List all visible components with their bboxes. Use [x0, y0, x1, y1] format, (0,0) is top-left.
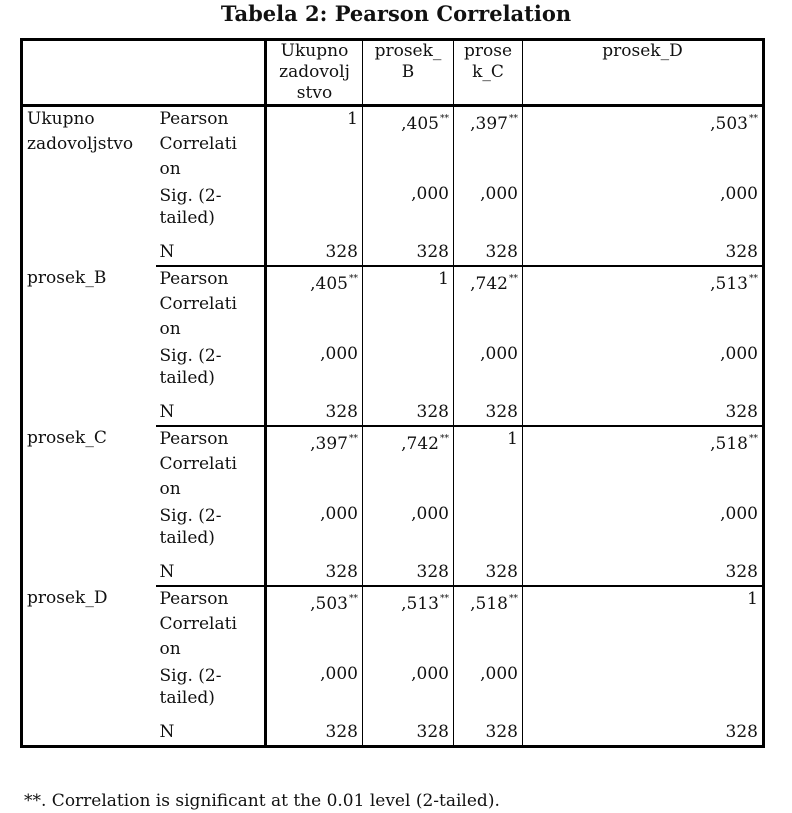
pearson-value: 1: [747, 589, 758, 609]
stat-label-line: Pearson: [159, 109, 229, 129]
sig-value: [454, 502, 523, 559]
stat-label-n: N: [156, 399, 266, 426]
corner-cell: [156, 40, 266, 106]
pearson-value: ,405: [310, 274, 348, 294]
pearson-value: ,518: [470, 594, 508, 614]
column-header-line: B: [401, 62, 415, 82]
stat-label-line: Pearson: [159, 589, 229, 609]
pearson-value: ,742: [470, 274, 508, 294]
pearson-value-cell: [454, 106, 523, 183]
stat-label-n: N: [156, 239, 266, 266]
pearson-value-cell: [266, 586, 363, 662]
pearson-value-cell: [363, 586, 454, 662]
table-title: Tabela 2: Pearson Correlation: [220, 1, 572, 26]
column-header-line: k_C: [472, 62, 504, 82]
stat-label-line: Sig. (2-: [159, 506, 222, 526]
significance-marker: **: [349, 594, 358, 604]
pearson-value: ,405: [401, 114, 439, 134]
pearson-value-cell: [523, 106, 764, 183]
row-variable-line: zadovoljstvo: [27, 134, 134, 154]
n-value: 328: [363, 719, 454, 747]
n-value: 328: [454, 399, 523, 426]
stat-label-line: on: [159, 159, 181, 179]
sig-value: ,000: [454, 662, 523, 719]
sig-value: ,000: [266, 342, 363, 399]
significance-marker: **: [509, 594, 518, 604]
sig-value: ,000: [523, 502, 764, 559]
stat-label-line: Correlati: [159, 294, 237, 314]
pearson-value-cell: [523, 426, 764, 502]
pearson-value-cell: [363, 106, 454, 183]
stat-label-pearson: [156, 586, 266, 662]
significance-marker: **: [749, 274, 758, 284]
stat-label-line: tailed): [159, 688, 215, 708]
pearson-row: [22, 266, 764, 342]
significance-marker: **: [349, 274, 358, 284]
significance-marker: **: [509, 114, 518, 124]
stat-label-line: Correlati: [159, 614, 237, 634]
stat-label-line: Correlati: [159, 454, 237, 474]
sig-value: ,000: [363, 502, 454, 559]
stat-label-line: Sig. (2-: [159, 346, 222, 366]
row-variable-line: Ukupno: [27, 109, 95, 129]
significance-marker: **: [749, 434, 758, 444]
pearson-value: ,513: [401, 594, 439, 614]
stat-label-sig: [156, 182, 266, 239]
row-variable-line: prosek_D: [27, 588, 108, 608]
row-variable-label: [22, 586, 156, 747]
n-value: 328: [523, 719, 764, 747]
n-value: 328: [266, 559, 363, 586]
column-header-prosek-b: [363, 40, 454, 106]
pearson-value-cell: [363, 266, 454, 342]
sig-value: ,000: [266, 662, 363, 719]
sig-value: ,000: [363, 182, 454, 239]
pearson-value-cell: [266, 266, 363, 342]
n-value: 328: [523, 559, 764, 586]
stat-label-line: tailed): [159, 528, 215, 548]
pearson-value-cell: [454, 426, 523, 502]
sig-value: ,000: [266, 502, 363, 559]
significance-marker: **: [509, 274, 518, 284]
significance-marker: **: [440, 434, 449, 444]
sig-value: ,000: [454, 342, 523, 399]
correlation-table: [20, 38, 765, 748]
pearson-value-cell: [523, 586, 764, 662]
sig-value: ,000: [523, 182, 764, 239]
n-value: 328: [266, 239, 363, 266]
table-body: [22, 106, 764, 747]
stat-label-sig: [156, 662, 266, 719]
stat-label-line: Sig. (2-: [159, 186, 222, 206]
row-variable-label: [22, 426, 156, 586]
stat-label-line: on: [159, 319, 181, 339]
stat-label-sig: [156, 342, 266, 399]
n-value: 328: [454, 559, 523, 586]
stat-label-pearson: [156, 426, 266, 502]
pearson-value-cell: [266, 426, 363, 502]
n-value: 328: [266, 719, 363, 747]
pearson-value: 1: [347, 109, 358, 129]
significance-marker: **: [349, 434, 358, 444]
sig-value: ,000: [454, 182, 523, 239]
row-variable-label: [22, 106, 156, 267]
pearson-value: 1: [438, 269, 449, 289]
sig-value: ,000: [363, 662, 454, 719]
pearson-value-cell: [454, 586, 523, 662]
pearson-value-cell: [523, 266, 764, 342]
n-value: 328: [363, 399, 454, 426]
n-value: 328: [363, 559, 454, 586]
pearson-value-cell: [363, 426, 454, 502]
row-variable-line: prosek_B: [27, 268, 107, 288]
n-value: 328: [454, 719, 523, 747]
stat-label-pearson: [156, 106, 266, 183]
pearson-value: ,742: [401, 434, 439, 454]
stat-label-line: on: [159, 479, 181, 499]
n-value: 328: [523, 399, 764, 426]
sig-value: [266, 182, 363, 239]
footnote: **. Correlation is significant at the 0.01 level (2-tailed).: [24, 791, 500, 811]
stat-label-pearson: [156, 266, 266, 342]
stat-label-line: Sig. (2-: [159, 666, 222, 686]
stat-label-sig: [156, 502, 266, 559]
pearson-value: ,518: [710, 434, 748, 454]
pearson-value: ,513: [710, 274, 748, 294]
pearson-row: [22, 426, 764, 502]
corner-cell: [22, 40, 156, 106]
pearson-value: ,397: [310, 434, 348, 454]
pearson-value: ,397: [470, 114, 508, 134]
n-value: 328: [523, 239, 764, 266]
row-variable-label: [22, 266, 156, 426]
stat-label-line: on: [159, 639, 181, 659]
stat-label-line: tailed): [159, 368, 215, 388]
significance-marker: **: [440, 594, 449, 604]
n-value: 328: [454, 239, 523, 266]
pearson-row: [22, 106, 764, 183]
column-header-line: prose: [463, 41, 513, 61]
pearson-value-cell: [266, 106, 363, 183]
n-value: 328: [266, 399, 363, 426]
column-header-ukupno: [266, 40, 363, 106]
sig-value: [363, 342, 454, 399]
pearson-value: 1: [507, 429, 518, 449]
stat-label-line: tailed): [159, 208, 215, 228]
header-row: [22, 40, 764, 106]
significance-marker: **: [749, 114, 758, 124]
stat-label-line: Pearson: [159, 429, 229, 449]
column-header-line: prosek_D: [602, 41, 683, 61]
stat-label-n: N: [156, 559, 266, 586]
pearson-value: ,503: [310, 594, 348, 614]
pearson-value: ,503: [710, 114, 748, 134]
stat-label-n: N: [156, 719, 266, 747]
sig-value: ,000: [523, 342, 764, 399]
column-header-line: prosek_: [374, 41, 442, 61]
row-variable-line: prosek_C: [27, 428, 107, 448]
n-value: 328: [363, 239, 454, 266]
column-header-line: stvo: [296, 83, 333, 103]
sig-value: [523, 662, 764, 719]
column-header-prosek-d: [523, 40, 764, 106]
stat-label-line: Correlati: [159, 134, 237, 154]
column-header-line: zadovolj: [279, 62, 350, 82]
pearson-row: [22, 586, 764, 662]
pearson-value-cell: [454, 266, 523, 342]
column-header-prosek-c: [454, 40, 523, 106]
column-header-line: Ukupno: [280, 41, 349, 61]
stat-label-line: Pearson: [159, 269, 229, 289]
significance-marker: **: [440, 114, 449, 124]
